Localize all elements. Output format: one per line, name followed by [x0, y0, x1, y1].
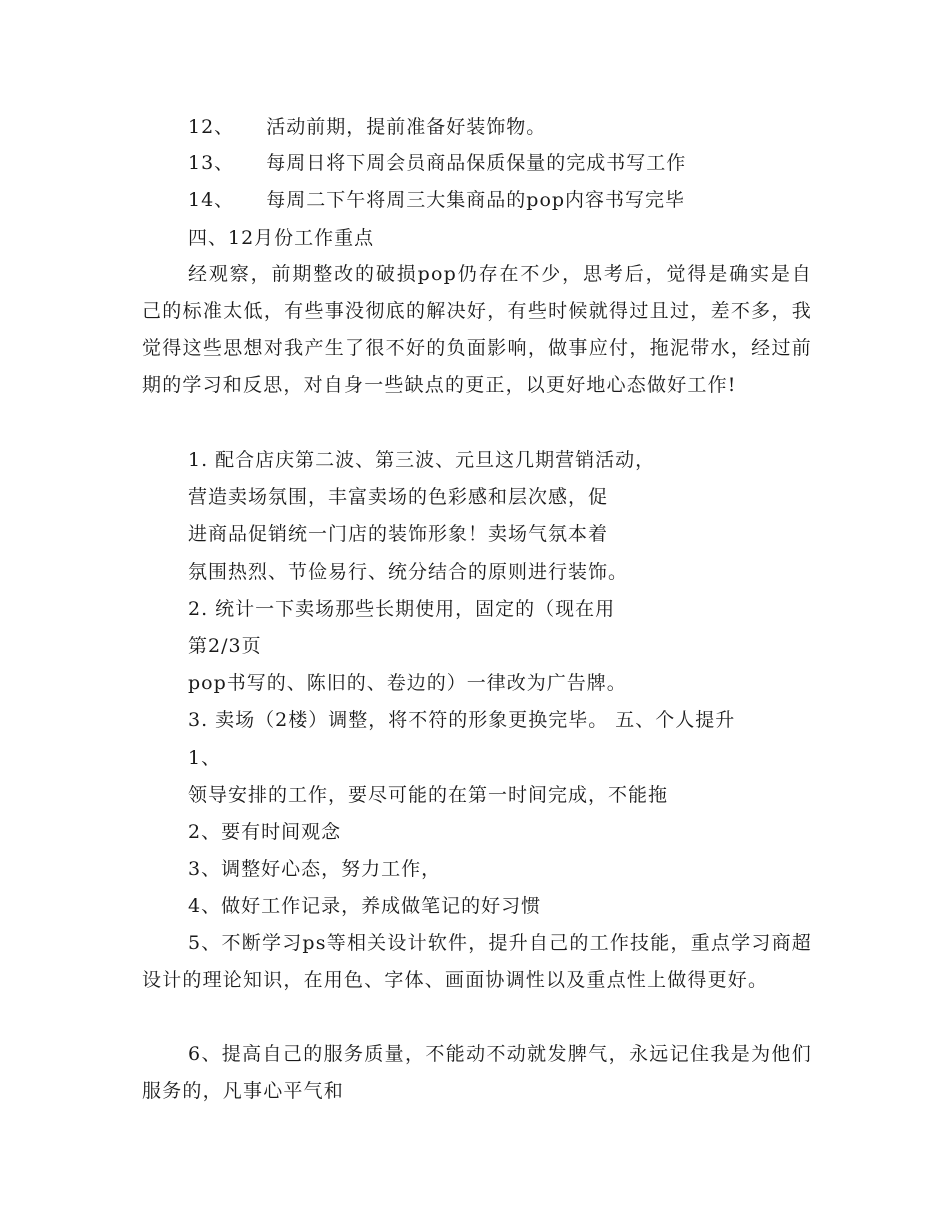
- item-2-continued-line: pop书写的、陈旧的、卷边的）一律改为广告牌。: [188, 672, 627, 694]
- personal-item-2: 2、要有时间观念: [188, 821, 342, 843]
- list-item-13: [188, 151, 686, 175]
- item-3-line: 3. 卖场（2楼）调整，将不符的形象更换完毕。 五、个人提升: [188, 709, 736, 731]
- list-item-text: 活动前期，提前准备好装饰物。: [266, 116, 547, 138]
- personal-item-6-paragraph: 6、提高自己的服务质量，不能动不动就发脾气，永远记住我是为他们服务的，凡事心平气和: [142, 1043, 812, 1102]
- item-1-line-4: 氛围热烈、节俭易行、统分结合的原则进行装饰。: [188, 561, 629, 583]
- personal-item-4: 4、做好工作记录，养成做笔记的好习惯: [188, 895, 542, 917]
- item-1-line-2: 营造卖场氛围，丰富卖场的色彩感和层次感，促: [188, 486, 609, 508]
- item-2-line: 2. 统计一下卖场那些长期使用，固定的（现在用: [188, 598, 616, 620]
- list-item-number: 13、: [188, 152, 235, 174]
- list-item-14: [188, 188, 685, 212]
- section-4-intro-paragraph: 经观察，前期整改的破损pop仍存在不少，思考后，觉得是确实是自己的标准太低，有些事没彻底的解决好，有些时候就得过且过，差不多，我觉得这些思想对我产生了很不好的负面影响，做事应付，拖泥带水，经过前期的学习和反思，对自身一些缺点的更正，以更好地心态做好工作!: [142, 263, 812, 396]
- item-1-line-1: 1. 配合店庆第二波、第三波、元旦这几期营销活动，: [188, 449, 656, 471]
- personal-item-1-number: 1、: [188, 747, 222, 769]
- list-item-number: 12、: [188, 116, 235, 138]
- section-4-heading: 四、12月份工作重点: [188, 227, 375, 249]
- list-item-text: 每周二下午将周三大集商品的pop内容书写完毕: [266, 189, 686, 211]
- personal-item-5-paragraph: 5、不断学习ps等相关设计软件，提升自己的工作技能，重点学习商超设计的理论知识，在用色、字体、画面协调性以及重点性上做得更好。: [142, 932, 812, 991]
- personal-item-3: 3、调整好心态，努力工作，: [188, 858, 442, 880]
- list-item-12: [188, 115, 546, 139]
- page-number-marker: 第2/3页: [188, 635, 262, 657]
- list-item-number: 14、: [188, 189, 235, 211]
- list-item-text: 每周日将下周会员商品保质保量的完成书写工作: [266, 152, 687, 174]
- item-1-line-3: 进商品促销统一门店的装饰形象！卖场气氛本着: [188, 523, 609, 545]
- personal-item-1-text: 领导安排的工作，要尽可能的在第一时间完成，不能拖: [188, 784, 669, 806]
